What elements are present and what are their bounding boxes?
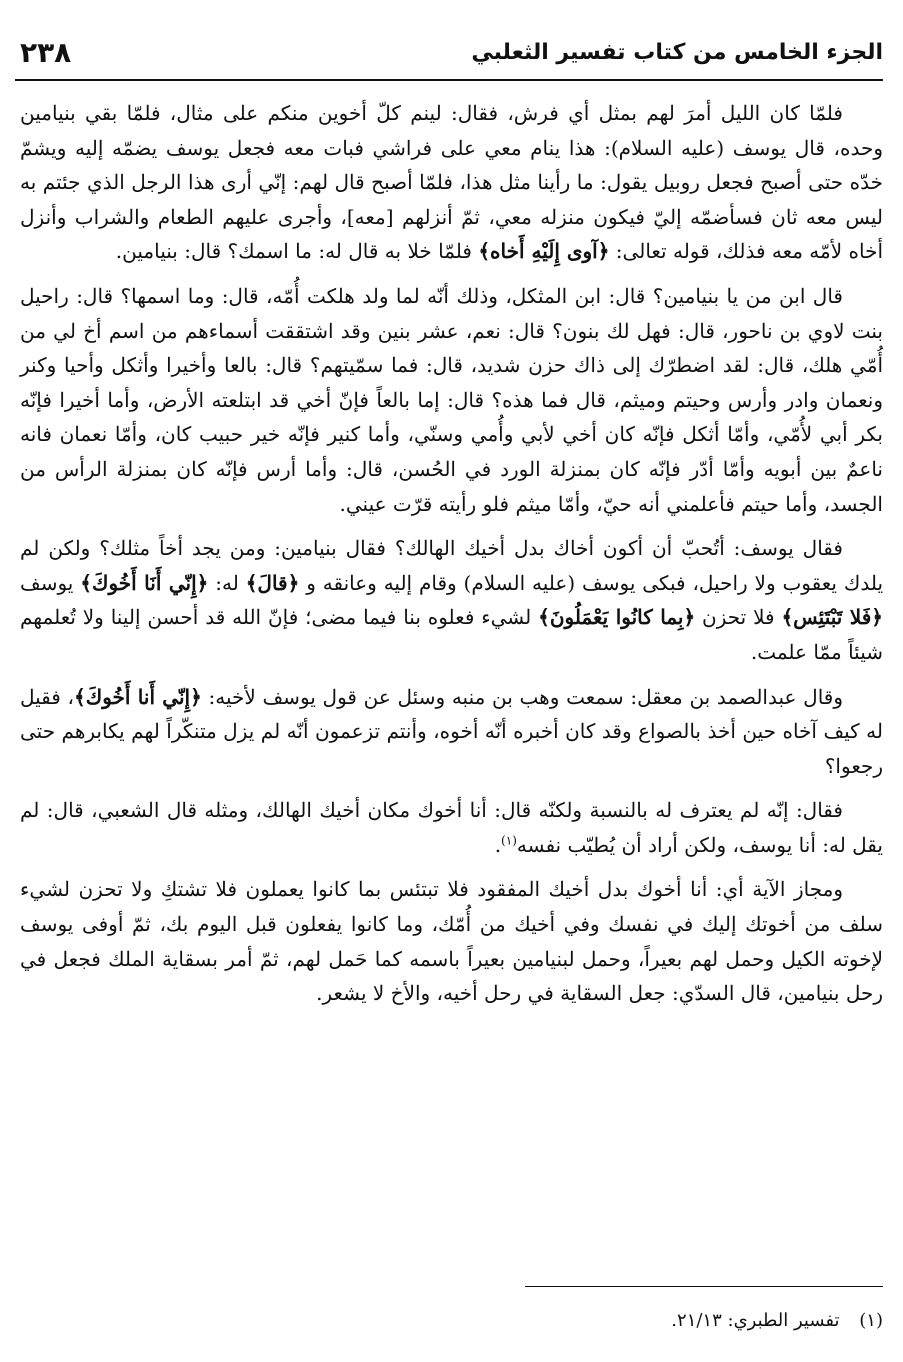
paragraph xyxy=(20,680,883,784)
footnote-reference: (١) xyxy=(501,833,517,848)
text-run: ، فقيل له كيف آخاه حين أخذ بالصواع وقد كان أخبره أنّه أخوه، وأنتم تزعمون أنّه لم يزل متنكّراً لهم يكابرهم حتى رجعوا؟ xyxy=(20,684,883,778)
text-run: فلمّا خلا به قال له: ما اسمك؟ قال: بنيامين. xyxy=(115,239,479,264)
quran-quote: ﴿آوى إِلَيْهِ أَخاه﴾ xyxy=(478,239,610,264)
quran-quote: ﴿إِنّي أَنا أَخُوكَ﴾ xyxy=(74,684,202,709)
text-run: فلا تحزن xyxy=(695,605,782,630)
text-run: . xyxy=(494,832,502,857)
footnote-number: (١) xyxy=(859,1310,883,1331)
text-run: فقال: إنّه لم يعترف له بالنسبة ولكنّه قال: أنا أخوك مكان أخيك الهالك، ومثله قال الشعبي، قال: لم يقل له: أنا يوسف، ولكن أراد أن يُطيّب نفسه xyxy=(20,798,883,857)
text-run: فقال يوسف: أتُحبّ أن أكون أخاك بدل أخيك الهالك؟ فقال بنيامين: ومن يجد أخاً مثلك؟ ولكن لم يلدك يعقوب ولا راحيل، فبكى يوسف (عليه السلام) وقام إليه وعانقه و xyxy=(20,536,884,595)
text-run: ومجاز الآية أي: أنا أخوك بدل أخيك المفقود فلا تبتئس بما كانوا يعملون فلا تشتكِ ولا تحزن لشيء سلف من أخوتك إليك في نفسك وفي أخيك من أُمّك، وما كانوا يفعلون قبل اليوم بك، ثمّ أوفى يوسف لإخوته الكيل وحمل لهم بعيراً، وحمل لبنيامين بعيراً باسمه كما حَمل لهم، ثمّ أمر بسقاية الملك فجعل في رحل بنيامين، قال السدّي: جعل السقاية في رحل أخيه، والأخ لا يشعر. xyxy=(20,877,883,1006)
paragraph xyxy=(20,531,883,669)
quran-quote: ﴿بِما كانُوا يَعْمَلُونَ﴾ xyxy=(538,605,696,630)
text-run: له: xyxy=(208,570,246,595)
footnote-separator xyxy=(525,1286,883,1287)
footnote xyxy=(20,1306,883,1336)
quran-quote: ﴿فَلا تَبْتَئِس﴾ xyxy=(781,605,883,630)
text-run: وقال عبدالصمد بن معقل: سمعت وهب بن منبه وسئل عن قول يوسف لأخيه: xyxy=(201,684,843,709)
quran-quote: ﴿إِنّي أَنَا أَخُوكَ﴾ xyxy=(80,570,209,595)
paragraph xyxy=(20,279,883,521)
text-run: يوسف xyxy=(20,570,81,595)
main-text xyxy=(20,96,883,1021)
footnote-text: تفسير الطبري: ٢١/١٣. xyxy=(671,1310,840,1331)
quran-quote: ﴿قالَ﴾ xyxy=(245,570,300,595)
page-header xyxy=(20,28,883,76)
text-run: قال ابن من يا بنيامين؟ قال: ابن المثكل، وذلك أنّه لما ولد هلكت أُمّه، قال: وما اسمها؟ قال: راحيل بنت لاوي بن ناحور، قال: فهل لك بنون؟ قال: نعم، عشر بنين وقد اشتققت أسماءهم من اسم أخ لي من أُمّي هلك، قال: لقد اضطرّك إلى ذاك حزن شديد، قال: فما سمّيتهم؟ قال: بالعا وأخيرا وأثكل وأحيا وكنر ونعمان وادر وأرس وحيتم وميثم، قال فما هذه؟ قال: إما بالعاً فإنّ أخي قد ابتلعته الأرض، وأما أخيرا فإنّه بكر أبي لأُمّي، وأمّا أثكل فإنّه كان أخي لأبي وأُمي وسنّي، وأما كنير فإنّه خير حبيب كان، وأمّا نعمان فانه ناعمٌ بين أبويه وأمّا أدّر فإنّه كان بمنزلة الورد في الحُسن، قال: وأما أرس فإنّه كان بمنزلة الرأس من الجسد، وأما حيتم فأعلمني أنه حيّ، وأمّا ميثم فلو رأيته قرّت عيني. xyxy=(20,283,883,516)
paragraph xyxy=(20,793,883,862)
paragraph xyxy=(20,96,883,269)
header-rule xyxy=(15,79,883,81)
paragraph xyxy=(20,872,883,1010)
text-run: فلمّا كان الليل أمرَ لهم بمثل أي فرش، فقال: لينم كلّ أخوين منكم على مثال، فلمّا بقي بنيامين وحده، قال يوسف (عليه السلام): هذا ينام معي على فراشي فبات معه فجعل يوسف يضمّه إليه ويشمّ خدّه حتى أصبح فجعل روبيل يقول: ما رأينا مثل هذا، فلمّا أصبح قال لهم: إنّي أرى هذا الرجل الذي جئتم به ليس معه ثان فسأضمّه إليّ فيكون منزله معي، ثمّ أنزلهم [معه]، وأجرى عليهم الطعام والشراب وأنزل أخاه لأمّه معه فذلك، قوله تعالى: xyxy=(20,101,883,264)
running-title: الجزء الخامس من كتاب تفسير الثعلبي xyxy=(471,39,883,65)
text-run: لشيء فعلوه بنا فيما مضى؛ فإنّ الله قد أحسن إلينا ولا تُعلمهم شيئاً ممّا علمت. xyxy=(20,605,883,664)
page-number: ٢٣٨ xyxy=(20,35,72,69)
